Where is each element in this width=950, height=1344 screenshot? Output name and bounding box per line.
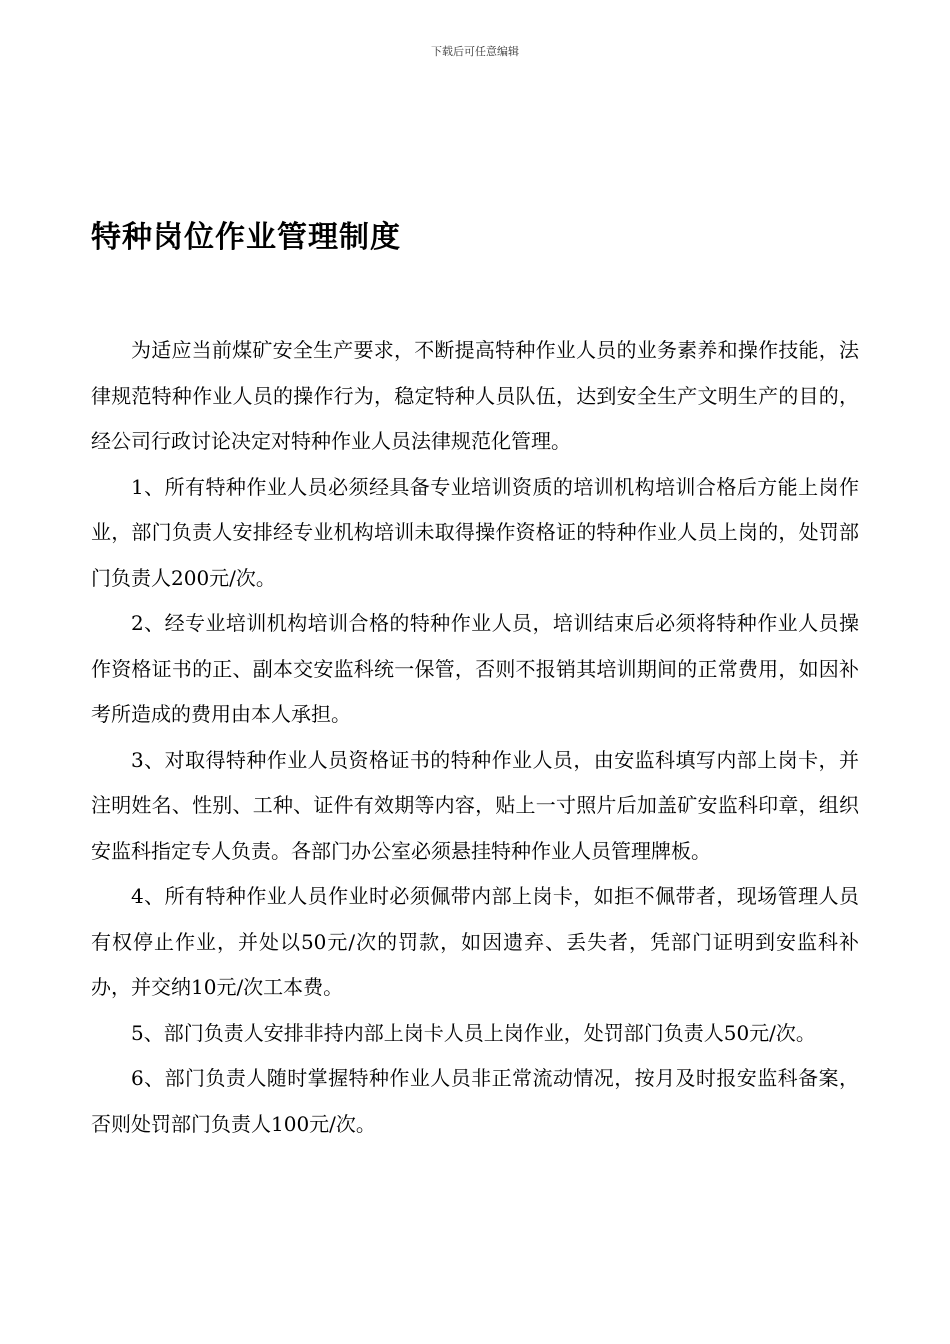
rule-paragraph-2: 2、经专业培训机构培训合格的特种作业人员，培训结束后必须将特种作业人员操作资格证书的正、副本交安监科统一保管，否则不报销其培训期间的正常费用，如因补考所造成的费用由本人承担。 [91, 611, 859, 726]
rule-paragraph-6: 6、部门负责人随时掌握特种作业人员非正常流动情况，按月及时报安监科备案，否则处罚部门负责人100元/次。 [91, 1066, 859, 1136]
rule-paragraph-3: 3、对取得特种作业人员资格证书的特种作业人员，由安监科填写内部上岗卡，并注明姓名、性别、工种、证件有效期等内容，贴上一寸照片后加盖矿安监科印章，组织安监科指定专人负责。各部门办公室必须悬挂特种作业人员管理牌板。 [91, 747, 859, 863]
intro-paragraph: 为适应当前煤矿安全生产要求，不断提高特种作业人员的业务素养和操作技能，法律规范特种作业人员的操作行为，稳定特种人员队伍，达到安全生产文明生产的目的，经公司行政讨论决定对特种作业人员法律规范化管理。 [91, 338, 859, 453]
document-body [91, 328, 859, 1147]
rule-paragraph-1: 1、所有特种作业人员必须经具备专业培训资质的培训机构培训合格后方能上岗作业，部门负责人安排经专业机构培训未取得操作资格证的特种作业人员上岗的，处罚部门负责人200元/次。 [91, 474, 859, 590]
header-note: 下载后可任意编辑 [431, 45, 519, 58]
rule-paragraph-4: 4、所有特种作业人员作业时必须佩带内部上岗卡，如拒不佩带者，现场管理人员有权停止作业，并处以50元/次的罚款，如因遗弃、丢失者，凭部门证明到安监科补办，并交纳10元/次工本费。 [91, 884, 859, 999]
document-title: 特种岗位作业管理制度 [91, 220, 401, 255]
rule-paragraph-5: 5、部门负责人安排非持内部上岗卡人员上岗作业，处罚部门负责人50元/次。 [131, 1020, 816, 1045]
